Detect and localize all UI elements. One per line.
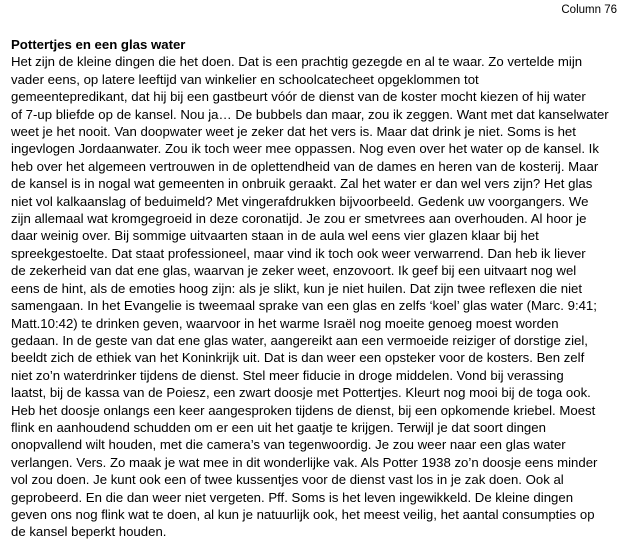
body-line: eens de hint, als de emoties hoog zijn: als je slikt, kun je niet huilen. Dat zijn twee reflexen die niet [11,280,583,296]
body-line: heb over het algemeen vertrouwen in de oplettendheid van de dames en heren van de kosterij. Maar [11,158,599,174]
body-line: zijn allemaal wat kromgegroeid in deze coronatijd. Je zou er smetvrees aan overhouden. Al hoor je [11,211,587,227]
body-line: beeldt zich de ethiek van het Koninkrijk uit. Dat is dan weer een opsteker voor de kosters. Ben zelf [11,350,585,366]
body-line: vol zou doen. Je kunt ook een of twee kussentjes voor de dienst vast los in je zak doen. Ook al [11,472,564,488]
body-line: de kansel is in nogal wat gemeenten in onbruik geraakt. Zal het water er dan wel vers zijn? Het glas [11,176,593,192]
article-body [11,53,627,540]
body-line: gedaan. In de geste van dat ene glas water, aangereikt aan een vermoeide reiziger of dorstige ziel, [11,332,588,348]
body-line: laatst, bij de kassa van de Poiesz, een zwart doosje met Pottertjes. Kleurt nog mooi bij de toga ook. [11,385,591,401]
body-line: Het zijn de kleine dingen die het doen. Dat is een prachtig gezegde en al te waar. Zo vertelde mijn [11,54,583,70]
body-line: ingevlogen Jordaanwater. Zou ik toch weer mee oppassen. Nog even over het water op de kansel. Ik [11,141,599,157]
body-line: gemeentepredikant, dat hij bij een gastbeurt vóór de dienst van de koster mocht kiezen of hij water [11,89,586,105]
body-line: niet vol kalkaanslag of beduimeld? Met vingerafdrukken bijvoorbeeld. Gedenk uw voorgangers. We [11,193,589,209]
body-line: vader eens, op latere leeftijd van winkelier en schoolcatecheet opgeklommen tot [11,71,479,87]
body-line: niet zo’n waterdrinker tijdens de dienst. Stel meer fiducie in droge middelen. Vond bij verassing [11,367,564,383]
body-line: verlangen. Vers. Zo maak je wat mee in dit wonderlijke vak. Als Potter 1938 zo’n doosje eens minder [11,454,598,470]
column-number-label: Column 76 [561,4,617,16]
body-line: weet je het nooit. Van doopwater weet je zeker dat het vers is. Maar dat drink je niet. Soms is het [11,124,576,140]
body-line: Matt.10:42) te drinken geven, waarvoor in het warme Israël nog moeite genoeg moest worden [11,315,559,331]
body-line: flink en aanhoudend schudden om er een uit het gaatje te krijgen. Terwijl je dat soort dingen [11,419,546,435]
body-line: de kansel beperkt houden. [11,524,167,540]
body-line: spreekgestoelte. Dat staat professioneel, maar vind ik toch ook weer verwarrend. Dan heb ik liever [11,245,586,261]
body-line: of 7-up bliefde op de kansel. Nou ja… De bubbels dan maar, zou ik zeggen. Want met dat kanselwater [11,106,609,122]
body-line: Heb het doosje onlangs een keer aangesproken tijdens de dienst, bij een opkomende kriebel. Moest [11,402,596,418]
body-line: daar weinig over. Bij sommige uitvaarten staan in de aula wel eens vier glazen klaar bij het [11,228,539,244]
body-line: de zekerheid van dat ene glas, waarvan je zeker weet, enzovoort. Ik geef bij een uitvaart nog wel [11,263,577,279]
body-line: geven ons nog flink wat te doen, al kun je natuurlijk ook, het meest veilig, het aantal consumpties op [11,506,595,522]
body-line: samengaan. In het Evangelie is tweemaal sprake van een glas en zelfs ‘koel’ glas water (Marc. 9:41; [11,298,597,314]
body-line: onopvallend wilt houden, met die camera’s van tegenwoordig. Je zou weer naar een glas water [11,437,566,453]
article [11,36,627,541]
body-line: geprobeerd. En die dan weer niet vergeten. Pff. Soms is het leven ingewikkeld. De kleine dingen [11,489,574,505]
article-title: Pottertjes en een glas water [11,37,186,52]
